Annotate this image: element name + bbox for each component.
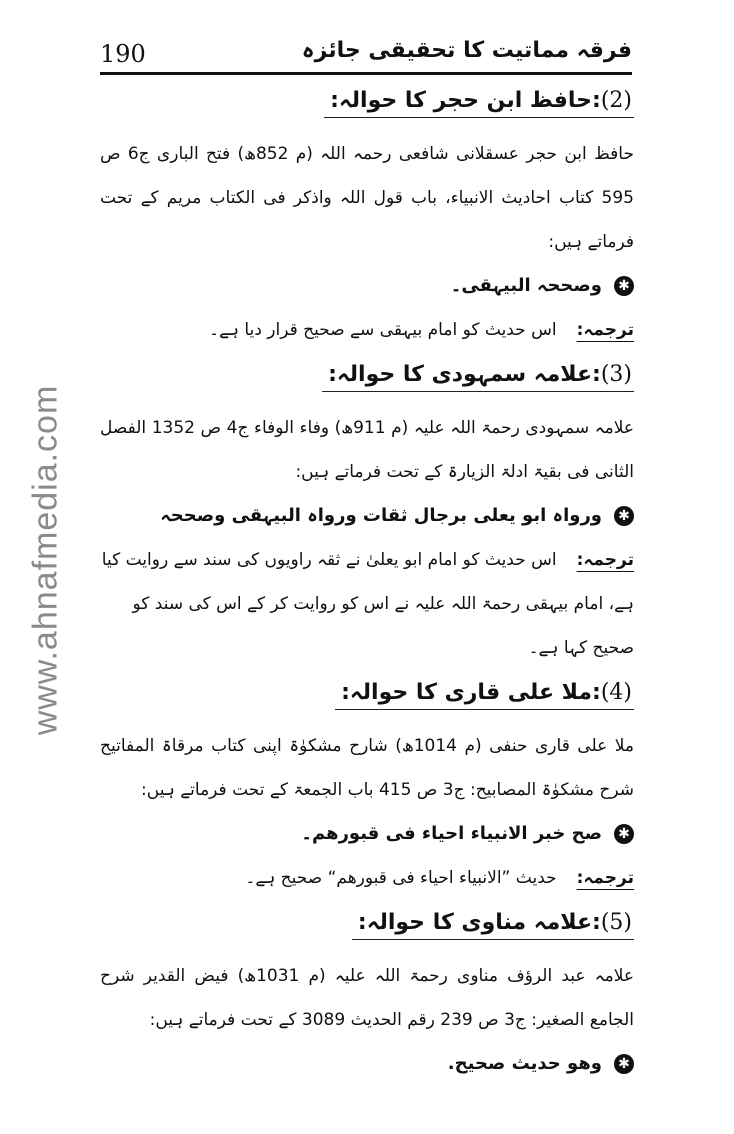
translation-text: حدیث ”الانبیاء احیاء فی قبورھم“ صحیح ہے۔ [245, 868, 557, 888]
section-heading [322, 358, 634, 392]
section-number: (3) [600, 362, 632, 387]
translation [100, 308, 634, 352]
section-title: :علامہ سمہودی کا حوالہ: [328, 362, 601, 387]
page-header [100, 38, 632, 78]
translation-text: اس حدیث کو امام ابو یعلیٰ نے ثقہ راویوں کی سند سے روایت کیا ہے، امام بیہقی رحمۃ اللہ علیہ نے اس کو روایت کر کے اس کی سند کو صحیح کہا ہے۔ [101, 550, 634, 658]
translation [100, 856, 634, 900]
section-body: علامہ عبد الرؤف مناوی رحمۃ اللہ علیہ (م 1031ھ) فیض القدیر شرح الجامع الصغیر: ج3 ص 239 رقم الحدیث 3089 کے تحت فرماتے ہیں: [100, 966, 634, 1030]
quote-text: وھو حدیث صحیح. [447, 1053, 602, 1074]
book-title: فرقہ مماتیت کا تحقیقی جائزہ [301, 38, 632, 63]
star-bullet-icon: ✱ [614, 1054, 634, 1074]
translation-label: ترجمہ: [576, 320, 634, 340]
section-4 [100, 676, 634, 900]
section-title: :حافظ ابن حجر کا حوالہ: [330, 88, 601, 113]
section-heading [335, 676, 634, 710]
quote-text: صح خبر الانبیاء احیاء فی قبورھم۔ [301, 823, 602, 844]
page-number: 190 [100, 40, 146, 68]
translation [100, 538, 634, 670]
section-5 [100, 906, 634, 1086]
star-bullet-icon: ✱ [614, 824, 634, 844]
star-bullet-icon: ✱ [614, 506, 634, 526]
section-body: حافظ ابن حجر عسقلانی شافعی رحمہ اللہ (م 852ھ) فتح الباری ج6 ص 595 کتاب احادیث الانبیاء، باب قول اللہ واذکر فی الکتاب مریم کے تحت فرماتے ہیں: [100, 144, 634, 252]
section-heading [352, 906, 634, 940]
section-body: ملا علی قاری حنفی (م 1014ھ) شارح مشکوٰۃ اپنی کتاب مرقاۃ المفاتیح شرح مشکوٰۃ المصابیح: ج3 ص 415 باب الجمعۃ کے تحت فرماتے ہیں: [100, 736, 634, 800]
section-heading [324, 84, 634, 118]
translation-label: ترجمہ: [576, 868, 634, 888]
section-title: :ملا علی قاری کا حوالہ: [341, 680, 601, 705]
translation-text: اس حدیث کو امام بیہقی سے صحیح قرار دیا ہے۔ [209, 320, 557, 340]
section-title: :علامہ مناوی کا حوالہ: [357, 910, 601, 935]
section-2 [100, 84, 634, 352]
quote-text: وصححہ البیہقی۔ [450, 275, 602, 296]
watermark: www.ahnafmedia.com [26, 384, 65, 736]
section-number: (2) [600, 88, 632, 113]
translation-label: ترجمہ: [576, 550, 634, 570]
quote-line [100, 1042, 634, 1086]
star-bullet-icon: ✱ [614, 276, 634, 296]
quote-line [100, 494, 634, 538]
section-number: (4) [600, 680, 632, 705]
section-3 [100, 358, 634, 670]
quote-line [100, 812, 634, 856]
quote-text: ورواہ ابو یعلی برجال ثقات ورواہ البیہقی وصححہ [160, 505, 602, 526]
quote-line [100, 264, 634, 308]
section-number: (5) [600, 910, 632, 935]
section-body: علامہ سمہودی رحمۃ اللہ علیہ (م 911ھ) وفاء الوفاء ج4 ص 1352 الفصل الثانی فی بقیۃ ادلۃ الزیارۃ کے تحت فرماتے ہیں: [100, 418, 634, 482]
page-content [100, 84, 634, 1092]
header-divider [100, 72, 632, 75]
